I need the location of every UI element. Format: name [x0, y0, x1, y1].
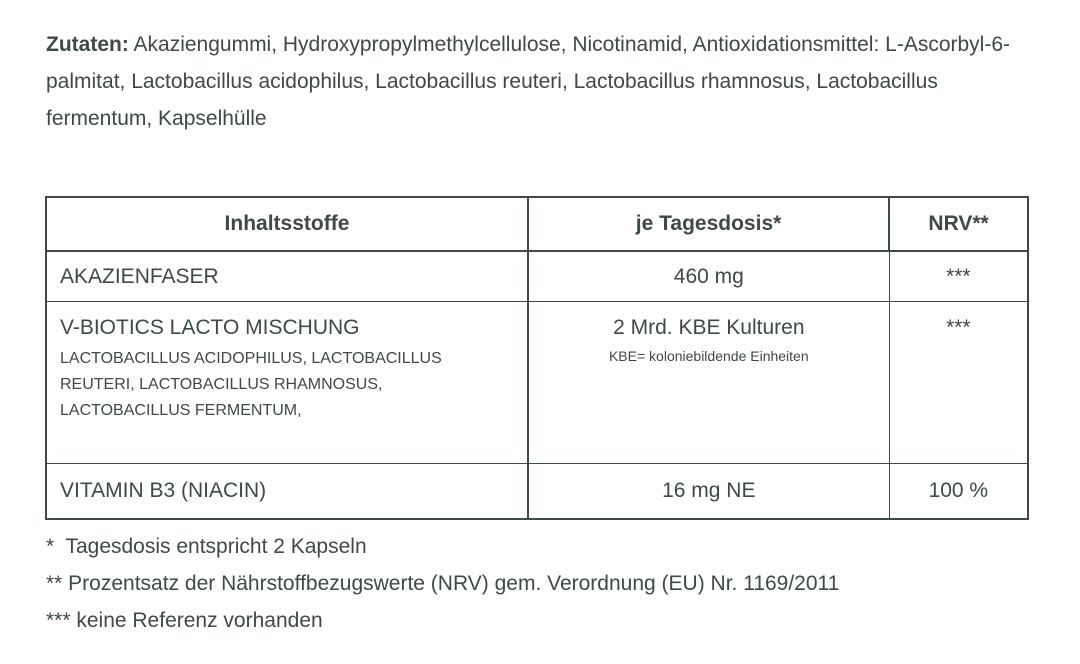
- nutrition-table: [45, 196, 1029, 520]
- table-row: [46, 302, 1028, 464]
- table-row: [46, 464, 1028, 520]
- ingredient-name: VITAMIN B3 (NIACIN): [46, 464, 528, 520]
- ingredients-paragraph: [46, 26, 1046, 137]
- ingredient-cell: [46, 302, 528, 464]
- nrv-value: ***: [889, 251, 1028, 302]
- table-row: [46, 251, 1028, 302]
- header-nrv: NRV**: [889, 197, 1028, 251]
- dose-value: 16 mg NE: [528, 464, 889, 520]
- ingredient-subtext: LACTOBACILLUS ACIDOPHILUS, LACTOBACILLUS REUTERI, LACTOBACILLUS RHAMNOSUS, LACTOBACILLUS FERMENTUM,: [60, 350, 442, 419]
- ingredient-name: V-BIOTICS LACTO MISCHUNG: [60, 316, 360, 339]
- footnote: ** Prozentsatz der Nährstoffbezugswerte (NRV) gem. Verordnung (EU) Nr. 1169/2011: [46, 572, 840, 595]
- nrv-value: 100 %: [889, 464, 1028, 520]
- dose-value: 460 mg: [528, 251, 889, 302]
- ingredients-text: Akaziengummi, Hydroxypropylmethylcellulose, Nicotinamid, Antioxidationsmittel: L-Ascorbyl-6-palmitat, Lactobacillus acidophilus, Lactobacillus reuteri, Lactobacillus rhamnosus, Lactobacillus fermentum, Kapselhülle: [46, 33, 1011, 130]
- ingredients-label: Zutaten:: [46, 33, 129, 56]
- table-header-row: [46, 197, 1028, 251]
- footnote: * Tagesdosis entspricht 2 Kapseln: [46, 535, 367, 558]
- header-ingredients: Inhaltsstoffe: [46, 197, 528, 251]
- header-daily-dose: je Tagesdosis*: [528, 197, 889, 251]
- dose-cell: [528, 302, 889, 464]
- ingredient-name: AKAZIENFASER: [46, 251, 528, 302]
- footnote: *** keine Referenz vorhanden: [46, 609, 323, 632]
- dose-value: 2 Mrd. KBE Kulturen: [613, 316, 805, 339]
- nrv-value: ***: [889, 302, 1028, 464]
- footnotes: [46, 528, 839, 639]
- dose-note: KBE= koloniebildende Einheiten: [608, 348, 809, 364]
